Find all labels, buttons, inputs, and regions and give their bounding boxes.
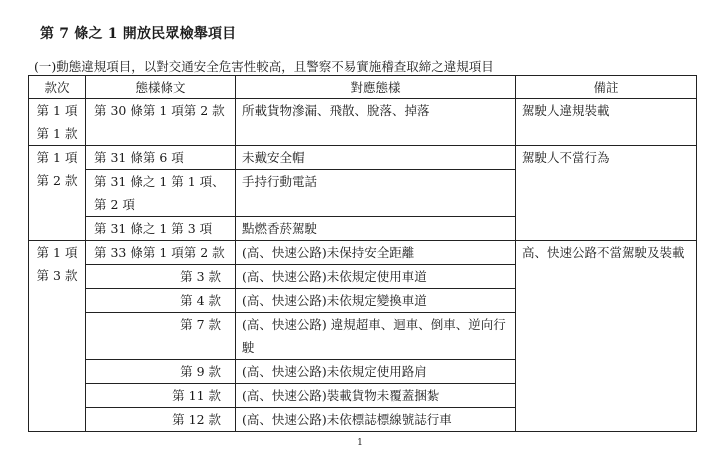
note-cell: 駕駛人違規裝載 [516, 99, 697, 146]
page-title: 第 7 條之 1 開放民眾檢舉項目 [40, 26, 237, 42]
behavior-cell: (高、快速公路)未依標誌標線號誌行車 [236, 408, 516, 432]
table-row [29, 146, 697, 170]
behavior-cell: 手持行動電話 [236, 170, 516, 217]
article-cell: 第 31 條之 1 第 3 項 [86, 217, 236, 241]
page-number: 1 [357, 438, 363, 448]
header-article: 態樣條文 [86, 76, 236, 99]
behavior-cell: (高、快速公路) 違規超車、迴車、倒車、逆向行駛 [236, 313, 516, 360]
article-cell: 第 11 款 [86, 384, 236, 408]
clause-line: 第 1 項 [36, 245, 78, 260]
article-cell: 第 4 款 [86, 289, 236, 313]
behavior-cell: (高、快速公路)裝載貨物未覆蓋捆紮 [236, 384, 516, 408]
table-header-row [29, 76, 697, 99]
clause-line: 第 2 款 [36, 173, 78, 188]
header-note: 備註 [516, 76, 697, 99]
clause-line: 第 1 款 [36, 126, 78, 141]
section-heading: (一)動態違規項目，以對交通安全危害性較高，且警察不易實施稽查取締之違規項目 [34, 59, 494, 74]
article-cell: 第 30 條第 1 項第 2 款 [86, 99, 236, 146]
article-cell: 第 3 款 [86, 265, 236, 289]
header-clause: 款次 [29, 76, 86, 99]
note-cell: 駕駛人不當行為 [516, 146, 697, 241]
header-behavior: 對應態樣 [236, 76, 516, 99]
article-cell: 第 33 條第 1 項第 2 款 [86, 241, 236, 265]
clause-cell [29, 241, 86, 432]
note-cell: 高、快速公路不當駕駛及裝載 [516, 241, 697, 432]
behavior-cell: 未戴安全帽 [236, 146, 516, 170]
behavior-cell: (高、快速公路)未依規定使用車道 [236, 265, 516, 289]
behavior-cell: (高、快速公路)未依規定變換車道 [236, 289, 516, 313]
clause-line: 第 1 項 [36, 103, 78, 118]
clause-line: 第 1 項 [36, 150, 78, 165]
behavior-cell: 所載貨物滲漏、飛散、脫落、掉落 [236, 99, 516, 146]
behavior-cell: 點燃香菸駕駛 [236, 217, 516, 241]
behavior-cell: (高、快速公路)未保持安全距離 [236, 241, 516, 265]
article-cell: 第 9 款 [86, 360, 236, 384]
article-cell: 第 12 款 [86, 408, 236, 432]
table-row [29, 99, 697, 146]
article-cell: 第 7 款 [86, 313, 236, 360]
article-cell: 第 31 條之 1 第 1 項、第 2 項 [86, 170, 236, 217]
table-row [29, 241, 697, 265]
violation-table [28, 75, 697, 432]
clause-cell [29, 146, 86, 241]
article-cell: 第 31 條第 6 項 [86, 146, 236, 170]
clause-line: 第 3 款 [36, 268, 78, 283]
clause-cell [29, 99, 86, 146]
behavior-cell: (高、快速公路)未依規定使用路肩 [236, 360, 516, 384]
